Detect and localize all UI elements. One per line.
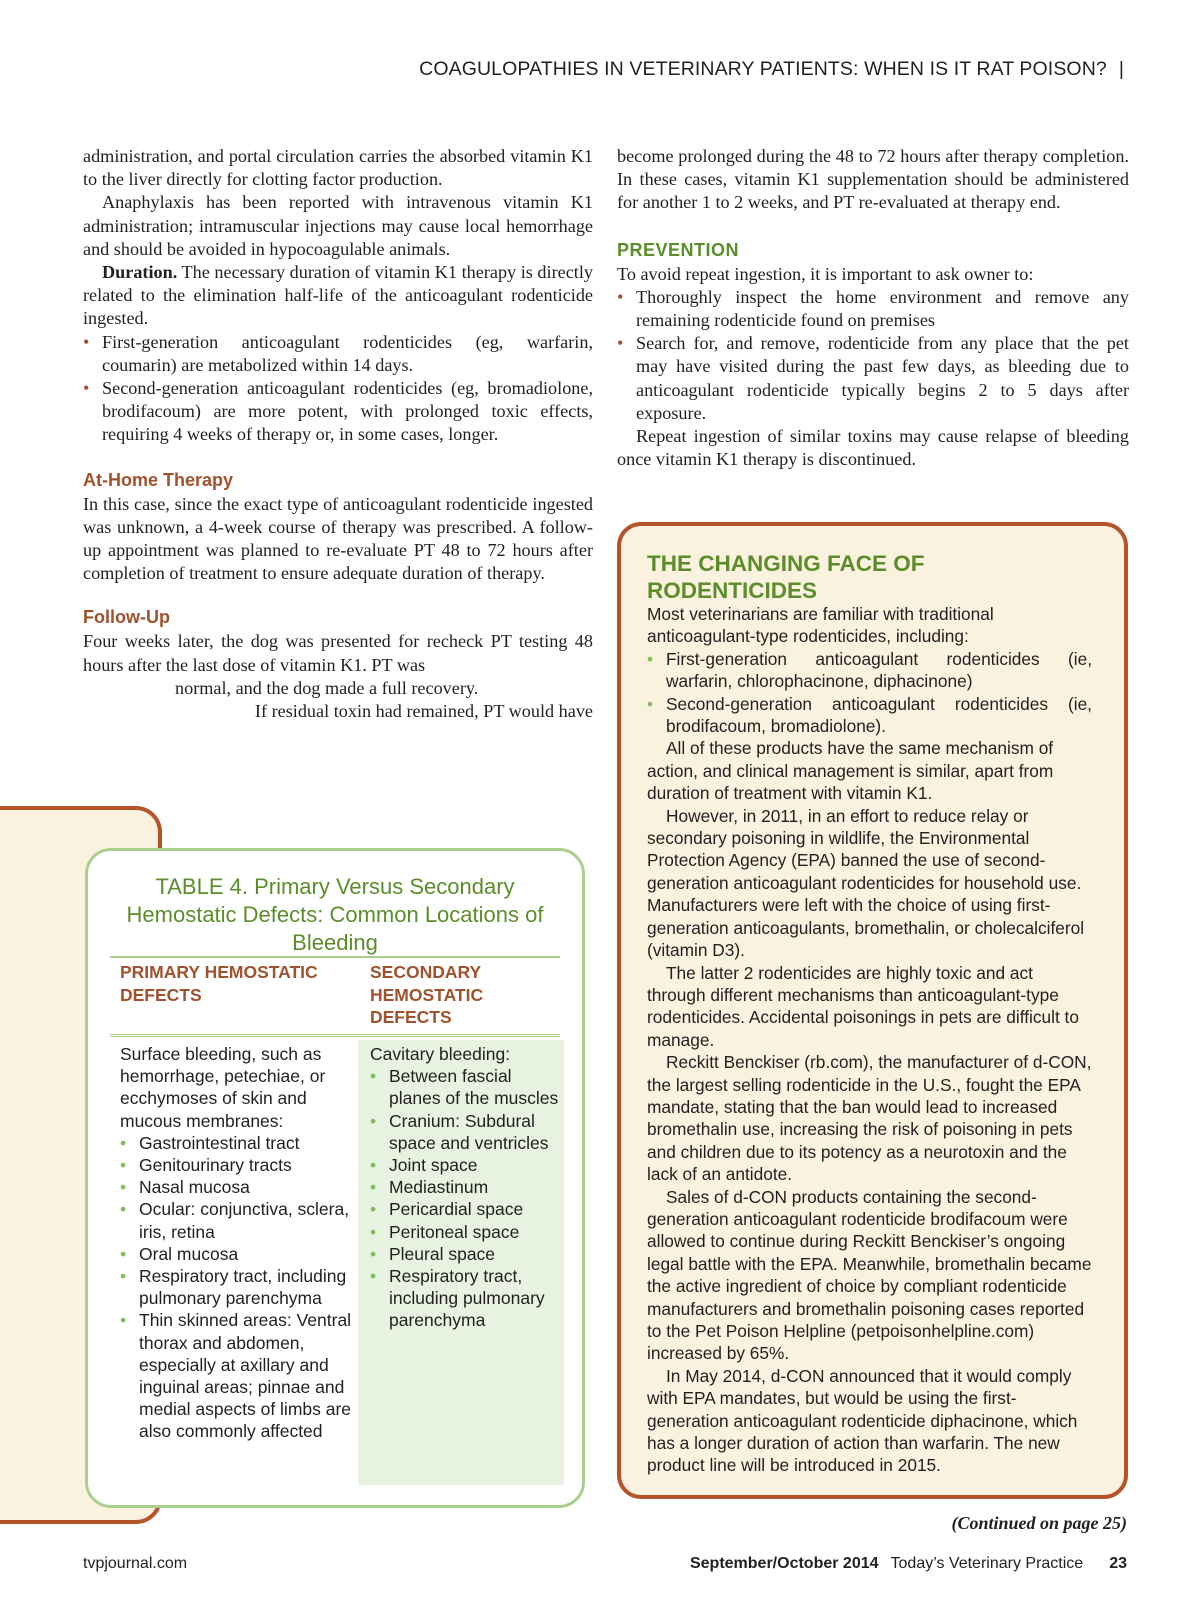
footer-issue: September/October 2014 [689, 1555, 879, 1572]
followup-paragraph-2: normal, and the dog made a full recovery. [175, 677, 479, 698]
followup-paragraph-1: Four weeks later, the dog was presented for recheck PT testing 48 hours after the last dose of vitamin K1. PT was [83, 631, 593, 675]
footer-right [690, 1555, 1127, 1573]
list-item: • Joint space [370, 1154, 560, 1176]
table-cell-secondary [370, 1043, 560, 1332]
sidebar-intro: Most veterinarians are familiar with traditional anticoagulant-type rodenticides, including: [647, 604, 994, 647]
list-item: • Between fascial planes of the muscles [370, 1065, 560, 1109]
footer-site: tvpjournal.com [83, 1555, 188, 1572]
table-divider [110, 1034, 560, 1037]
list-item: • Pleural space [370, 1243, 560, 1265]
table-cell-primary [120, 1043, 352, 1443]
athome-heading: At-Home Therapy [83, 469, 234, 490]
secondary-intro: Cavitary bleeding: [370, 1044, 511, 1064]
list-item: • Oral mucosa [120, 1243, 352, 1265]
list-item: • Search for, and remove, rodenticide from any place that the pet may have visited during the past few days, as bleeding due to anticoagulant rodenticide typically begins 2 to 5 days after exposure. [617, 332, 1129, 425]
table-header-primary: PRIMARY HEMOSTATIC DEFECTS [120, 962, 318, 1005]
list-item: • Mediastinum [370, 1176, 560, 1198]
sidebar-paragraph: In May 2014, d-CON announced that it would comply with EPA mandates, but would be using the first-generation anticoagulant rodenticide diphacinone, which has a longer duration of action than warfarin. The new product line will be introduced in 2015. [647, 1365, 1078, 1476]
followup-paragraph-3: If residual toxin had remained, PT would have [254, 701, 593, 722]
prevention-intro: To avoid repeat ingestion, it is important to ask owner to: [617, 263, 1034, 284]
table-divider [110, 956, 560, 958]
footer-magazine: Today’s Veterinary Practice [890, 1555, 1084, 1572]
athome-paragraph: In this case, since the exact type of anticoagulant rodenticide ingested was unknown, a 4-week course of therapy was prescribed. A follow-up appointment was planned to re-evaluate PT 48 to 72 hours after completion of treatment to ensure adequate duration of therapy. [83, 493, 593, 584]
list-item: • First-generation anticoagulant rodenticides (eg, warfarin, coumarin) are metabolized within 14 days. [83, 331, 593, 377]
duration-bullet-list [83, 331, 593, 447]
list-item: • Nasal mucosa [120, 1176, 352, 1198]
duration-text: The necessary duration of vitamin K1 therapy is directly related to the elimination half-life of the anticoagulant rodenticide ingested. [83, 262, 593, 329]
running-head [380, 58, 1124, 81]
sidebar-paragraph: All of these products have the same mechanism of action, and clinical management is similar, apart from duration of treatment with vitamin K1. [647, 738, 1054, 804]
table-title: TABLE 4. Primary Versus Secondary Hemostatic Defects: Common Locations of Bleeding [126, 874, 544, 955]
list-item: • Second-generation anticoagulant rodenticides (eg, bromadiolone, brodifacoum) are more potent, with prolonged toxic effects, requiring 4 weeks of therapy or, in some cases, longer. [83, 377, 593, 447]
running-head-bar: | [1118, 58, 1124, 80]
secondary-list [370, 1065, 560, 1331]
sidebar-paragraph: Sales of d-CON products containing the second-generation anticoagulant rodenticide brodifacoum were allowed to continue during Reckitt Benckiser’s ongoing legal battle with the EPA. Meanwhile, bromethalin became the active ingredient of choice by compliant rodenticide manufacturers and bromethalin poisoning cases reported to the Pet Poison Helpline (petpoisonhelpline.com) increased by 65%. [647, 1186, 1092, 1364]
sidebar-paragraph: However, in 2011, in an effort to reduce relay or secondary poisoning in wildlife, the Environmental Protection Agency (EPA) banned the use of second-generation anticoagulant rodenticides for household use. Manufacturers were left with the choice of using first-generation anticoagulants, bromethalin, or cholecalciferol (vitamin D3). [647, 805, 1085, 961]
right-paragraph-1: become prolonged during the 48 to 72 hours after therapy completion. In these cases, vitamin K1 supplementation should be administered for another 1 to 2 weeks, and PT re-evaluated at therapy end. [617, 146, 1129, 213]
prevention-heading: PREVENTION [617, 239, 740, 260]
primary-intro: Surface bleeding, such as hemorrhage, petechiae, or ecchymoses of skin and mucous membranes: [120, 1044, 326, 1131]
sidebar-body [647, 603, 1092, 1477]
left-column [83, 145, 593, 723]
prevention-closing: Repeat ingestion of similar toxins may cause relapse of bleeding once vitamin K1 therapy is discontinued. [617, 426, 1129, 470]
list-item: • Thin skinned areas: Ventral thorax and abdomen, especially at axillary and inguinal areas; pinnae and medial aspects of limbs are also commonly affected [120, 1309, 352, 1442]
left-paragraph-2: Anaphylaxis has been reported with intravenous vitamin K1 administration; intramuscular injections may cause local hemorrhage and should be avoided in hypocoagulable animals. [83, 192, 593, 259]
duration-paragraph [83, 261, 593, 331]
continued-note: (Continued on page 25) [951, 1513, 1127, 1533]
sidebar-box [617, 522, 1128, 1499]
sidebar-paragraph: The latter 2 rodenticides are highly toxic and act through different mechanisms than anticoagulant-type rodenticides. Accidental poisonings in pets are difficult to manage. [647, 962, 1079, 1050]
list-item: • Ocular: conjunctiva, sclera, iris, retina [120, 1198, 352, 1242]
list-item: • Peritoneal space [370, 1221, 560, 1243]
table-header-secondary: SECONDARY HEMOSTATIC DEFECTS [370, 962, 484, 1027]
primary-list [120, 1132, 352, 1443]
sidebar-title: THE CHANGING FACE OF RODENTICIDES [647, 551, 925, 603]
list-item: • Second-generation anticoagulant rodenticides (ie, brodifacoum, bromadiolone). [647, 693, 1092, 738]
table-card [85, 848, 585, 1508]
duration-lead: Duration. [102, 262, 178, 283]
prevention-bullet-list [617, 286, 1129, 425]
left-paragraph-1: administration, and portal circulation carries the absorbed vitamin K1 to the liver directly for clotting factor production. [83, 146, 593, 190]
list-item: • Gastrointestinal tract [120, 1132, 352, 1154]
list-item: • Pericardial space [370, 1198, 560, 1220]
sidebar-paragraph: Reckitt Benckiser (rb.com), the manufacturer of d-CON, the largest selling rodenticide in the U.S., fought the EPA mandate, stating that the ban would lead to increased bromethalin use, increasing the risk of poisoning in pets and children due to its potency as a neurotoxin and the lack of an antidote. [647, 1052, 1092, 1185]
followup-heading: Follow-Up [83, 607, 170, 628]
list-item: • Cranium: Subdural space and ventricles [370, 1110, 560, 1154]
list-item: • Respiratory tract, including pulmonary parenchyma [120, 1265, 352, 1309]
right-column [617, 145, 1129, 471]
list-item: • Respiratory tract, including pulmonary parenchyma [370, 1265, 560, 1332]
list-item: • Thoroughly inspect the home environment and remove any remaining rodenticide found on premises [617, 286, 1129, 332]
sidebar-bullet-list [647, 648, 1092, 738]
list-item: • Genitourinary tracts [120, 1154, 352, 1176]
page-number: 23 [1109, 1555, 1127, 1572]
running-head-text: COAGULOPATHIES IN VETERINARY PATIENTS: WHEN IS IT RAT POISON? [419, 58, 1107, 80]
list-item: • First-generation anticoagulant rodenticides (ie, warfarin, chlorophacinone, diphacinone) [647, 648, 1092, 693]
